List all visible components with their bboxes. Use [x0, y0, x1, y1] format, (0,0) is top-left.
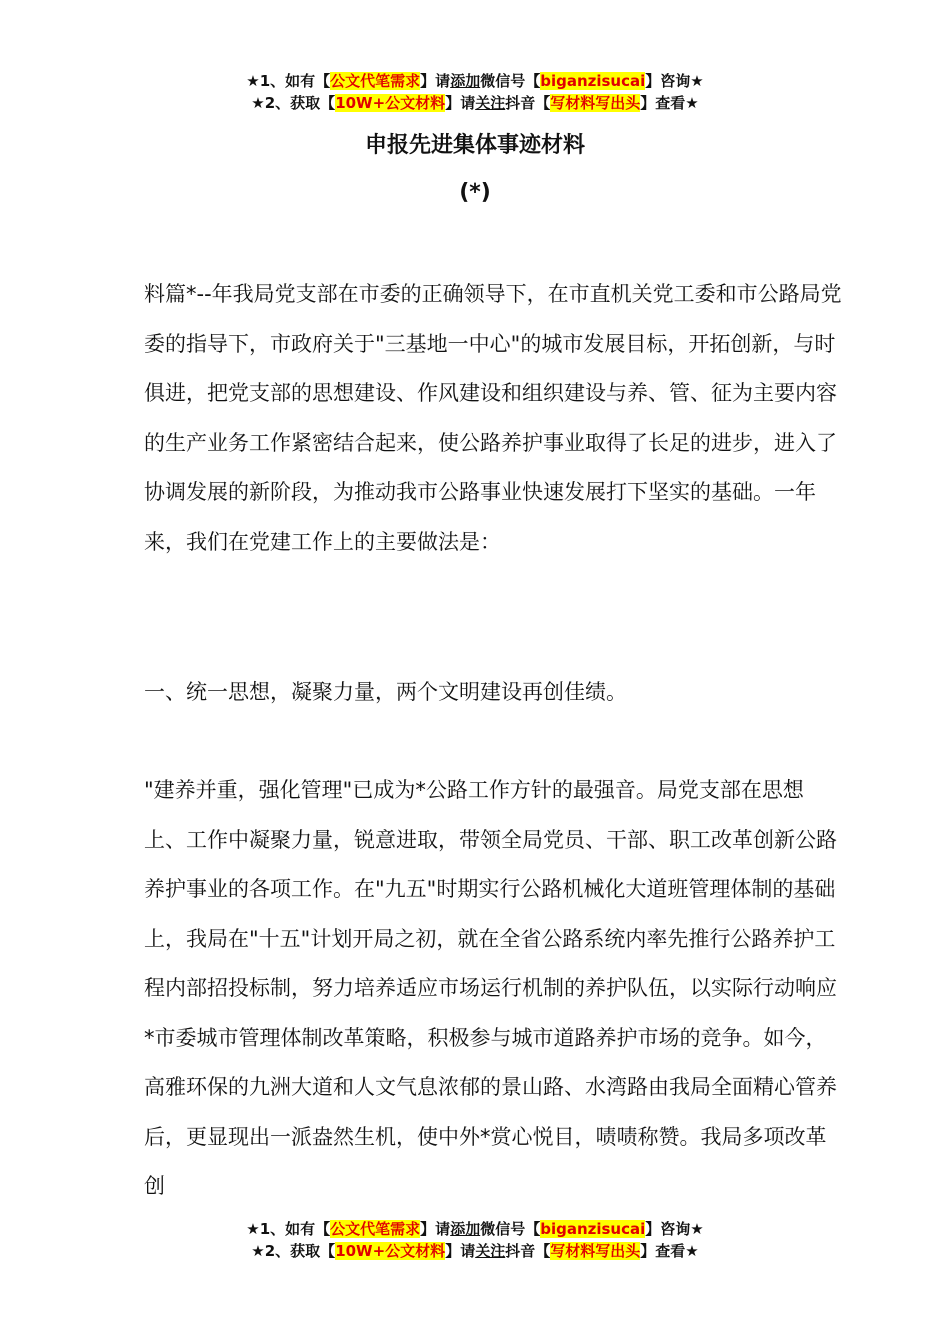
footer-banner [0, 1218, 950, 1262]
document-subtitle: (*) [459, 180, 491, 205]
highlight-text: 公文代笔需求 [330, 1220, 421, 1238]
banner-text: ★1、如有【 [246, 1220, 331, 1238]
banner-text: 】咨询★ [645, 1220, 704, 1238]
paragraph-text: 料篇*--年我局党支部在市委的正确领导下，在市直机关党工委和市公路局党委的指导下，市政府关于"三基地一中心"的城市发展目标，开拓创新，与时俱进，把党支部的思想建设、作风建设和组织建设与养、管、征为主要内容的生产业务工作紧密结合起来，使公路养护事业取得了长足的进步，进入了协调发展的新阶段，为推动我市公路事业快速发展打下坚实的基础。一年来，我们在党建工作上的主要做法是： [144, 282, 842, 554]
banner-line-2 [0, 1240, 950, 1262]
paragraph-text: "建养并重，强化管理"已成为*公路工作方针的最强音。局党支部在思想上、工作中凝聚力量，锐意进取，带领全局党员、干部、职工改革创新公路养护事业的各项工作。在"九五"时期实行公路机械化大道班管理体制的基础上，我局在"十五"计划开局之初，就在全省公路系统内率先推行公路养护工程内部招投标制，努力培养适应市场运行机制的养护队伍，以实际行动响应*市委城市管理体制改革策略，积极参与城市道路养护市场的竞争。如今，高雅环保的九洲大道和人文气息浓郁的景山路、水湾路由我局全面精心管养后，更显现出一派盎然生机，使中外*赏心悦目，啧啧称赞。我局多项改革创 [144, 778, 837, 1198]
highlight-text: 10W+公文材料 [335, 94, 446, 112]
banner-text: 微信号【 [480, 72, 541, 90]
banner-text: 】请 [420, 1220, 451, 1238]
underlined-text: 添加 [450, 1220, 481, 1238]
document-title: 申报先进集体事迹材料 [364, 133, 585, 158]
wechat-id: biganzisucai [540, 72, 646, 90]
banner-text: ★2、获取【 [251, 94, 336, 112]
underlined-text: 关注 [475, 94, 506, 112]
paragraph-intro [144, 270, 844, 567]
banner-text: ★1、如有【 [246, 72, 331, 90]
underlined-text: 添加 [450, 72, 481, 90]
section-heading [144, 668, 844, 718]
banner-line-1 [0, 1218, 950, 1240]
douyin-name: 写材料写出头 [550, 94, 641, 112]
header-banner [0, 70, 950, 114]
douyin-name: 写材料写出头 [550, 1242, 641, 1260]
banner-line-1 [0, 70, 950, 92]
banner-text: 微信号【 [480, 1220, 541, 1238]
heading-text: 一、统一思想，凝聚力量，两个文明建设再创佳绩。 [144, 680, 627, 704]
banner-line-2 [0, 92, 950, 114]
banner-text: 】请 [445, 94, 476, 112]
banner-text: 抖音【 [505, 1242, 551, 1260]
highlight-text: 10W+公文材料 [335, 1242, 446, 1260]
highlight-text: 公文代笔需求 [330, 72, 421, 90]
banner-text: ★2、获取【 [251, 1242, 336, 1260]
banner-text: 】查看★ [640, 94, 699, 112]
underlined-text: 关注 [475, 1242, 506, 1260]
banner-text: 】请 [445, 1242, 476, 1260]
wechat-id: biganzisucai [540, 1220, 646, 1238]
banner-text: 】请 [420, 72, 451, 90]
paragraph-section-1 [144, 766, 844, 1212]
banner-text: 】咨询★ [645, 72, 704, 90]
banner-text: 抖音【 [505, 94, 551, 112]
banner-text: 】查看★ [640, 1242, 699, 1260]
